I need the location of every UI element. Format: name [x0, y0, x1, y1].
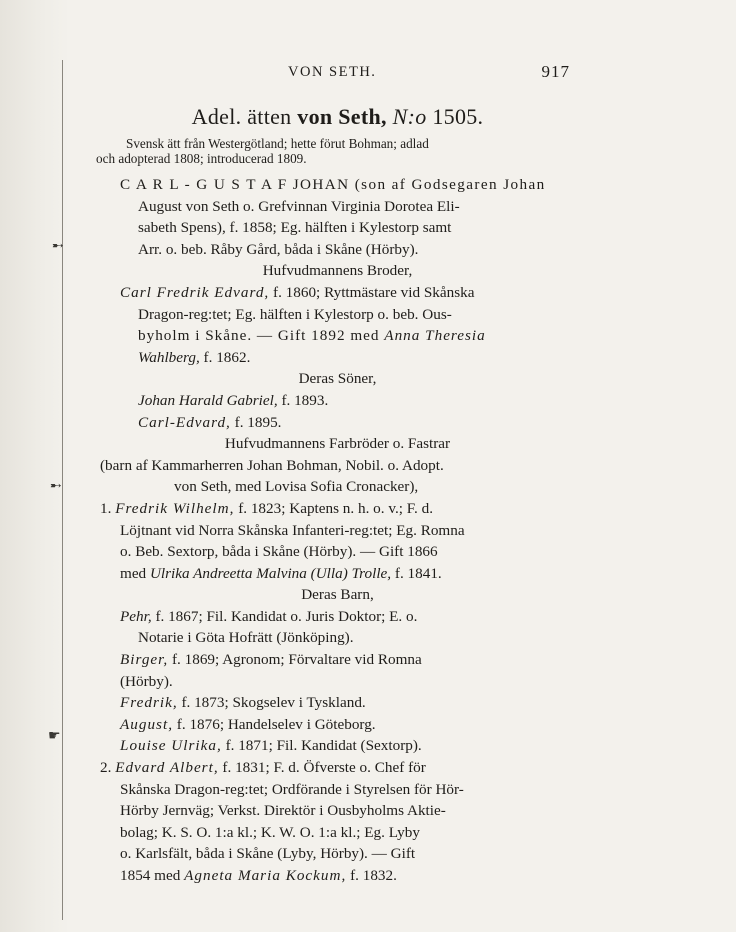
- section-heading: Hufvudmannens Broder,: [262, 262, 413, 280]
- section-heading: Hufvudmannens Farbröder o. Fastrar: [224, 435, 451, 453]
- entry-1-line-1-text: f. 1823; Kaptens n. h. o. v.; F. d.: [234, 499, 433, 517]
- entry-name: Edvard Albert,: [115, 759, 219, 777]
- child-text: f. 1867; Fil. Kandidat o. Juris Doktor; E. o.: [151, 607, 418, 625]
- sons-section: [100, 368, 575, 433]
- entry-1-line-4: [100, 563, 575, 585]
- child-entry: [100, 714, 575, 736]
- child-entry: [100, 606, 575, 628]
- brother-line-1-text: f. 1860; Ryttmästare vid Skånska: [269, 283, 475, 301]
- title-no-label: N:o: [392, 104, 427, 129]
- entry-2-line-6-text: 1854 med: [120, 867, 185, 884]
- entry-2-line-2: Skånska Dragon-reg:tet; Ordförande i Styrelsen för Hör-: [120, 780, 464, 798]
- child-name: Fredrik,: [120, 694, 178, 712]
- entry-number: 1.: [100, 499, 112, 517]
- entry-1-line-3: o. Beb. Sextorp, båda i Skåne (Hörby). — Gift 1866: [120, 543, 438, 561]
- entry-wife-name: Agneta Maria Kockum,: [184, 867, 347, 884]
- child-line: Notarie i Göta Hofrätt (Jönköping).: [138, 629, 354, 647]
- document-page: [96, 62, 575, 887]
- margin-arrow-icon: ➸: [50, 478, 62, 494]
- section-heading: Deras Barn,: [301, 586, 374, 604]
- child-text: f. 1869; Agronom; Förvaltare vid Romna: [168, 651, 422, 669]
- head-person-entry: [100, 174, 575, 260]
- entry-2-line-3: Hörby Jernväg; Verkst. Direktör i Ousbyholms Aktie-: [120, 802, 446, 820]
- child-name: Birger,: [120, 651, 169, 669]
- child-entry: [100, 692, 575, 714]
- family-intro: [98, 136, 575, 166]
- page-title: [100, 104, 575, 130]
- margin-arrow-icon: ➸: [52, 238, 64, 254]
- son-name: Carl-Edvard,: [138, 413, 231, 431]
- child-text: f. 1871; Fil. Kandidat (Sextorp).: [221, 737, 422, 755]
- entry-name: Fredrik Wilhelm,: [115, 499, 235, 517]
- child-line: (Hörby).: [120, 672, 173, 690]
- son-entry: [100, 390, 575, 412]
- entry-2-line-1-text: f. 1831; F. d. Öfverste o. Chef för: [218, 759, 426, 777]
- brother-line-2: Dragon-reg:tet; Eg. hälften i Kylestorp o. beb. Ous-: [138, 305, 452, 323]
- title-prefix: Adel. ätten: [191, 104, 292, 129]
- child-name: August,: [120, 715, 173, 733]
- entry-2-line-1: [100, 757, 575, 779]
- brother-line-4-text: f. 1862.: [199, 348, 251, 366]
- margin-hand-icon: ☛: [48, 728, 61, 744]
- uncles-line-1: (barn af Kammarherren Johan Bohman, Nobil. o. Adopt.: [100, 456, 444, 474]
- entry-2-line-5: o. Karlsfält, båda i Skåne (Lyby, Hörby). — Gift: [120, 845, 416, 863]
- brother-wife-name: Anna Theresia: [384, 327, 486, 345]
- title-seth: Seth,: [338, 104, 387, 129]
- child-entry: [100, 649, 575, 671]
- brother-line-3: [100, 325, 575, 347]
- brother-line-4: [100, 347, 575, 369]
- head-person-line: C A R L - G U S T A F JOHAN (son af Godsegaren Johan: [120, 176, 546, 193]
- brother-line-1: [100, 282, 575, 304]
- uncles-section: [100, 433, 575, 498]
- son-name: Johan Harald Gabriel,: [138, 391, 278, 409]
- uncles-line-2: von Seth, med Lovisa Sofia Cronacker),: [174, 478, 419, 496]
- brother-name: Carl Fredrik Edvard,: [120, 283, 270, 301]
- intro-line-1: Svensk ätt från Westergötland; hette förut Bohman; adlad: [126, 136, 429, 151]
- intro-line-2: och adopterad 1808; introducerad 1809.: [96, 151, 307, 166]
- entry-wife-name: Ulrika Andreetta Malvina (Ulla) Trolle,: [149, 564, 392, 582]
- section-heading: Deras Söner,: [298, 370, 377, 388]
- brother-wife-surname: Wahlberg,: [138, 348, 200, 366]
- page-binding-edge: [0, 0, 70, 932]
- child-text: f. 1876; Handelselev i Göteborg.: [173, 715, 376, 733]
- child-text: f. 1873; Skogselev i Tyskland.: [177, 694, 366, 712]
- head-person-line: August von Seth o. Grefvinnan Virginia Dorotea Eli-: [138, 197, 460, 215]
- head-person-line: sabeth Spens), f. 1858; Eg. hälften i Kylestorp samt: [138, 219, 452, 237]
- page-number: 917: [541, 62, 570, 81]
- brother-section: [100, 260, 575, 368]
- entry-1-line-2: Löjtnant vid Norra Skånska Infanteri-reg:tet; Eg. Romna: [120, 521, 465, 539]
- running-title: VON SETH.: [288, 64, 377, 80]
- entry-1-line-4-text: med: [120, 564, 150, 582]
- entry-2-line-6: [100, 865, 575, 887]
- son-birth: f. 1893.: [277, 391, 329, 409]
- title-von: von: [297, 104, 333, 129]
- child-name: Louise Ulrika,: [120, 737, 222, 755]
- head-person-line: Arr. o. beb. Råby Gård, båda i Skåne (Hörby).: [138, 240, 419, 258]
- son-entry: [100, 412, 575, 434]
- child-name: Pehr,: [120, 607, 152, 625]
- entry-2-line-6-birth: f. 1832.: [346, 867, 397, 884]
- uncle-entry-1: [100, 498, 575, 584]
- brother-line-3-text: byholm i Skåne. — Gift 1892 med: [138, 327, 385, 345]
- entry-2-line-4: bolag; K. S. O. 1:a kl.; K. W. O. 1:a kl.; Eg. Lyby: [120, 823, 420, 841]
- running-header: [100, 62, 575, 86]
- child-entry: [100, 735, 575, 757]
- title-number: 1505.: [432, 104, 484, 129]
- children-section: [100, 584, 575, 757]
- entry-1-line-1: [100, 498, 575, 520]
- entry-1-line-4-birth: f. 1841.: [391, 564, 442, 582]
- uncle-entry-2: [100, 757, 575, 887]
- entry-number: 2.: [100, 759, 112, 777]
- margin-rule: [62, 60, 63, 920]
- son-birth: f. 1895.: [230, 413, 282, 431]
